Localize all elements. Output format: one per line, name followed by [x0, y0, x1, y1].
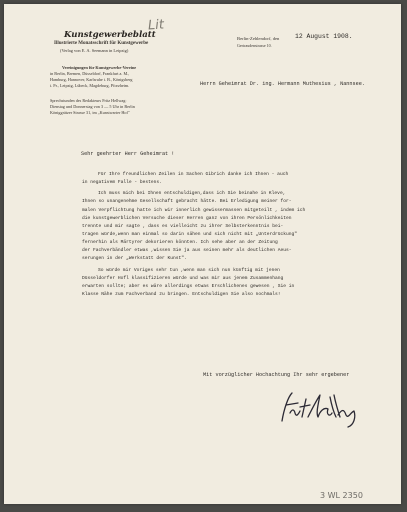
body-line: in negativem Falle - bestens. — [82, 180, 162, 186]
body-line: der Fachverbändler etwas ,wissen Sie ja aus seinen mehr als deutlichen Aeus- — [82, 248, 292, 254]
letterhead-address: Gertraudenstrasse 10. — [237, 43, 272, 48]
expositions-line: i. Pr., Leipzig, Lübeck, Magdeburg, Pforzheim. — [50, 83, 130, 88]
body-line: malen Verpflichtung hatte ich wir innerlich gewissermassen mitgeteilt , indem ich — [82, 207, 306, 213]
pencil-annotation: Lit — [147, 17, 165, 34]
editor-heading: Sprechstunden des Redakteurs Fritz Hellwag: — [50, 98, 127, 103]
body-line: Für Ihre freundlichen Zeilen in Sachen Gibrich danke ich Ihnen - auch — [98, 172, 289, 177]
editor-line: Dienstag und Donnerstag von 3 — 5 Uhr in Berlin — [50, 104, 135, 109]
letter-date: 12 August 1908. — [295, 33, 353, 40]
body-line: Klasse Nähe zum Fachverband zu bringen. Entschuldigen Sie also nochmals! — [82, 291, 281, 297]
recipient-line: Herrn Geheimrat Dr. ing. Hermann Muthesius , Nannsee. — [200, 81, 365, 87]
body-line: Düsseldorfer Hofl klassifizieren würde und was mir aus jenem Zusammenhang — [82, 275, 284, 281]
editor-line: Königgrätzer Strasse 31, im „Kunstwarter Hof" — [50, 110, 130, 115]
letterhead-subtitle: Illustrierte Monatsschrift für Kunstgewerbe — [54, 41, 149, 46]
body-line: serungen in der „Werkstatt der Kunst". — [82, 256, 187, 262]
body-line: Ihnen so unangenehme Gesellschaft gebracht hätte. Bei Erledigung meiner for- — [82, 199, 292, 205]
letterhead-place: Berlin-Zehlendorf, den — [237, 36, 280, 41]
body-line: die kunstgewerblichen Versuche dieser Herren ganz von ihren Persönlichkeiten — [82, 215, 292, 221]
body-line: So würde mir Voriges sehr tun ,wenn man sich nun künftig mit jenen — [98, 267, 280, 273]
closing-line: Mit vorzüglicher Hochachtung Ihr sehr ergebener — [203, 372, 350, 378]
letterhead-publisher: (Verlag von E. A. Seemann in Leipzig) — [60, 48, 129, 53]
letter-page — [4, 4, 401, 504]
body-line: erwarten sollte; aber es wäre allerdings etwas Erschlichenes gewesen , Sie in — [82, 283, 295, 289]
body-line: fernerhin als Märtyrer dekorieren könnten. Ich sehe aber an der Zeitung — [82, 240, 278, 246]
handwritten-signature — [276, 387, 362, 429]
salutation: Sehr geehrter Herr Geheimrat ! — [81, 151, 175, 157]
body-line: Ich muss mich bei Ihnen entschuldigen,dass ich Sie beinahe in Kleve, — [98, 191, 286, 197]
letterhead-expositions — [50, 65, 158, 89]
expositions-heading: Vereinigungen für Kunstgewerbe-Vereine — [62, 65, 137, 70]
body-line: trennte und mir sagte , dass es vielleicht zu ihrer Selbsterkenntnis bei- — [82, 223, 284, 229]
expositions-line: in Berlin, Bremen, Düsseldorf, Frankfurt a. M., — [50, 71, 130, 76]
expositions-line: Hamburg, Hannover, Karlsruhe i. B., Königsberg — [50, 77, 133, 82]
letter-body — [82, 171, 387, 299]
archive-number: 3 WL 2350 — [320, 491, 363, 500]
letterhead-title: Kunstgewerbeblatt — [64, 30, 156, 40]
body-line: tragen würde,wenn man einmal so darin sähen und sich nicht mit „Unterdrückung" — [82, 231, 298, 237]
letterhead-editor-hours — [50, 98, 158, 116]
